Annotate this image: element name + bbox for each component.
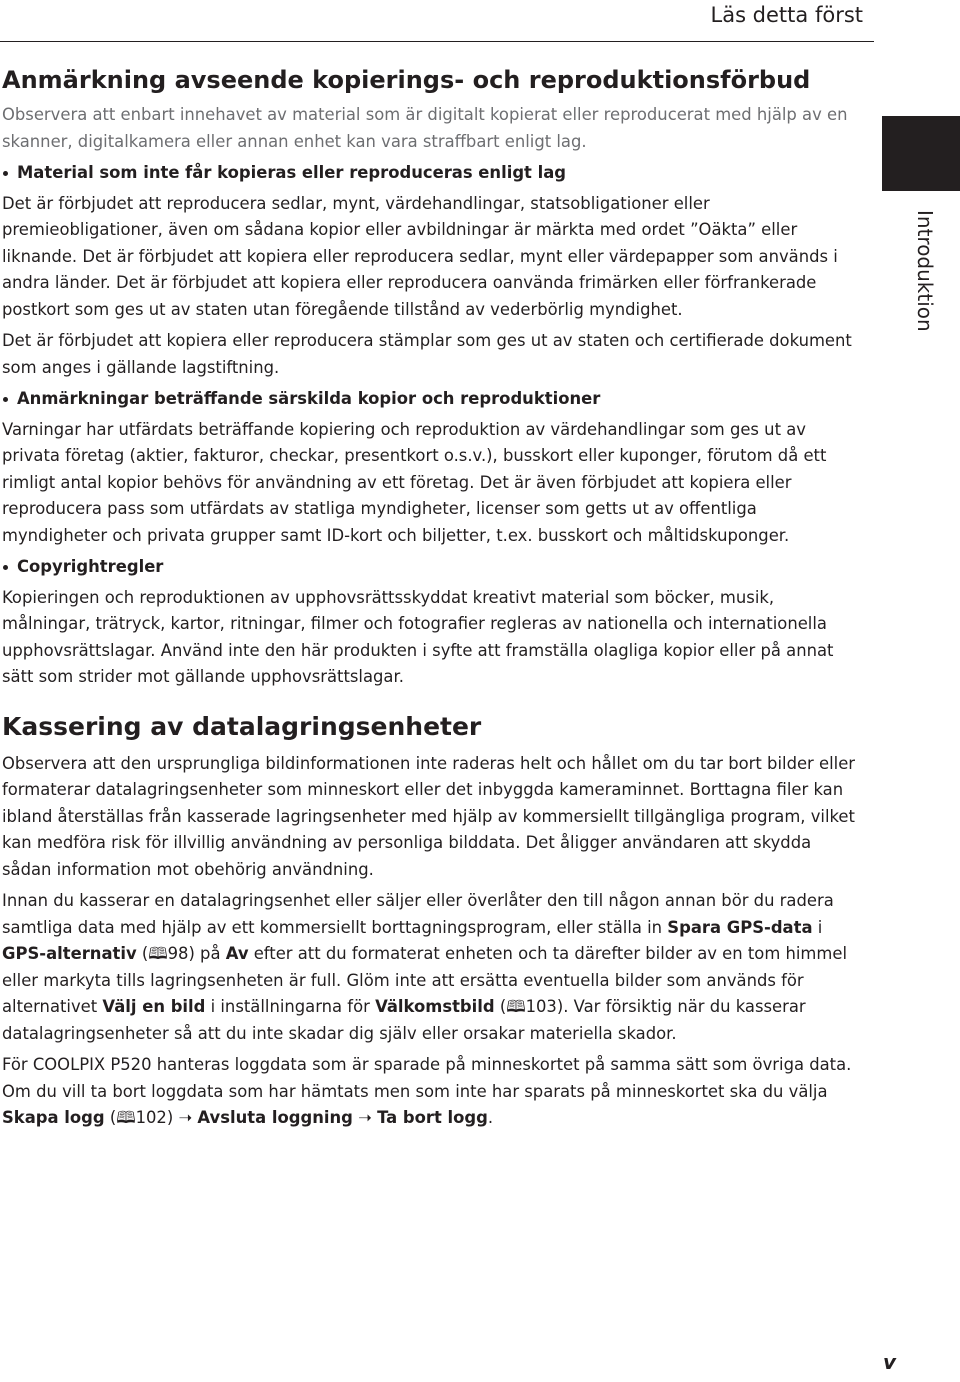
page-content xyxy=(2,64,864,1137)
bullet-icon xyxy=(3,397,8,402)
paragraph: Det är förbjudet att kopiera eller reproducera stämplar som ges ut av staten och certifierade dokument som anges i gällande lagstiftning. xyxy=(2,331,852,377)
text-run: ( xyxy=(136,944,149,963)
text-run: ) på xyxy=(188,944,226,963)
menu-option-welcome-screen: Välkomstbild xyxy=(375,997,495,1016)
intro-paragraph: Observera att enbart innehavet av material som är digitalt kopierat eller reproducerat med hjälp av en skanner, digitalkamera eller annan enhet kan vara straffbart enligt lag. xyxy=(2,105,848,151)
text-run: ( xyxy=(104,1108,117,1127)
menu-option-gps-options: GPS-alternativ xyxy=(2,944,137,963)
bullet-heading-copyright xyxy=(2,554,864,581)
bullet-heading-text: Anmärkningar beträffande särskilda kopior och reproduktioner xyxy=(17,389,601,408)
bullet-icon xyxy=(3,171,8,176)
page-reference: 103 xyxy=(525,997,557,1016)
text-run: i inställningarna för xyxy=(205,997,376,1016)
paragraph xyxy=(2,1052,864,1132)
text-run: efter att du formaterat enheten och ta därefter bilder av en tom himmel eller markyta tills lagringsenheten är full. Glöm inte att ersätta eventuella bilder som används för alternativet xyxy=(2,944,848,1016)
page-reference: 102 xyxy=(135,1108,167,1127)
bullet-heading-material xyxy=(2,160,864,187)
book-reference-icon: 🕮 xyxy=(506,997,526,1016)
section-title-disposal: Kassering av datalagringsenheter xyxy=(2,711,482,741)
menu-option-off: Av xyxy=(225,944,249,963)
text-run: För COOLPIX P520 hanteras loggdata som är sparade på minneskortet på samma sätt som övriga data. Om du vill ta bort loggdata som har hämtats men som inte har sparats på minneskortet ska du välja xyxy=(2,1055,852,1101)
arrow-right-icon: ➝ xyxy=(358,1108,372,1127)
page-reference: 98 xyxy=(167,944,189,963)
page-number: v xyxy=(882,1350,896,1374)
text-run: ). Var försiktig när du kasserar datalagringsenheter så att du inte skadar dig själv eller orsakar materiella skador. xyxy=(2,997,806,1043)
menu-option-end-logging: Avsluta loggning xyxy=(197,1108,353,1127)
text-run: . xyxy=(487,1108,494,1127)
text-run: ( xyxy=(494,997,507,1016)
bullet-heading-special-copies xyxy=(2,386,864,413)
arrow-right-icon: ➝ xyxy=(178,1108,193,1127)
menu-option-save-gps-data: Spara GPS-data xyxy=(667,917,813,937)
menu-option-delete-log: Ta bort logg xyxy=(377,1108,488,1127)
bullet-heading-text: Copyrightregler xyxy=(17,557,164,576)
side-tab-label: Introduktion xyxy=(913,210,937,332)
paragraph: Kopieringen och reproduktionen av upphovsrättsskyddat kreativt material som böcker, musik, målningar, trätryck, kartor, ritningar, filmer och fotografier regleras av nationella och internationella upphovsrättslagar. Använd inte den här produkten i syfte att framställa olagliga kopior eller på annat sätt som strider mot gällande upphovsrättslagar. xyxy=(2,587,834,686)
header-rule xyxy=(0,41,874,42)
text-run: ) xyxy=(166,1108,179,1127)
text-run: Innan du kasserar en datalagringsenhet eller säljer eller överlåter den till någon annan bör du radera samtliga data med hjälp av ett kommersiellt borttagningsprogram, eller ställa in xyxy=(2,891,834,937)
menu-option-create-log: Skapa logg xyxy=(2,1108,105,1127)
side-tab-block xyxy=(882,116,960,191)
bullet-heading-text: Material som inte får kopieras eller reproduceras enligt lag xyxy=(17,163,567,182)
book-reference-icon: 🕮 xyxy=(116,1108,136,1127)
text-run: i xyxy=(812,917,823,937)
page-header-title: Läs detta först xyxy=(710,3,863,27)
book-reference-icon: 🕮 xyxy=(148,944,168,963)
paragraph: Varningar har utfärdats beträffande kopiering och reproduktion av värdehandlingar som ges ut av privata företag (aktier, fakturor, checkar, presentkort o.s.v.), busskort eller kuponger, förutom då ett rimligt antal kopior behövs för användning av ett företag. Det är även förbjudet att kopiera eller reproducera pass som utfärdats av statliga myndigheter, licenser som getts ut av offentliga myndigheter och privata grupper samt ID-kort och biljetter, t.ex. busskort och måltidskuponger. xyxy=(2,419,827,545)
bullet-icon xyxy=(3,565,8,570)
section-title-copy-ban: Anmärkning avseende kopierings- och reproduktionsförbud xyxy=(2,66,811,94)
menu-option-select-image: Välj en bild xyxy=(102,997,206,1016)
paragraph xyxy=(2,888,864,1047)
paragraph: Observera att den ursprungliga bildinformationen inte raderas helt och hållet om du tar bort bilder eller formaterar datalagringsenheter som minneskort eller det inbyggda kameraminnet. Borttagna filer kan ibland återställas från kasserade lagringsenheter med hjälp av kommersiellt tillgängliga program, vilket kan medföra risk för illvillig användning av personliga bilddata. Det åligger användaren att skydda sådan information mot obehörig användning. xyxy=(2,753,856,879)
paragraph: Det är förbjudet att reproducera sedlar, mynt, värdehandlingar, statsobligationer eller premieobligationer, även om sådana kopior eller avbildningar är märkta med ordet ”Oäkta” eller liknande. Det är förbjudet att kopiera eller reproducera sedlar, mynt eller värdepapper som används i andra länder. Det är förbjudet att kopiera eller reproducera oanvända frimärken eller förfrankerade postkort som ges ut av staten utan föregående tillstånd av vederbörlig myndighet. xyxy=(2,193,838,319)
